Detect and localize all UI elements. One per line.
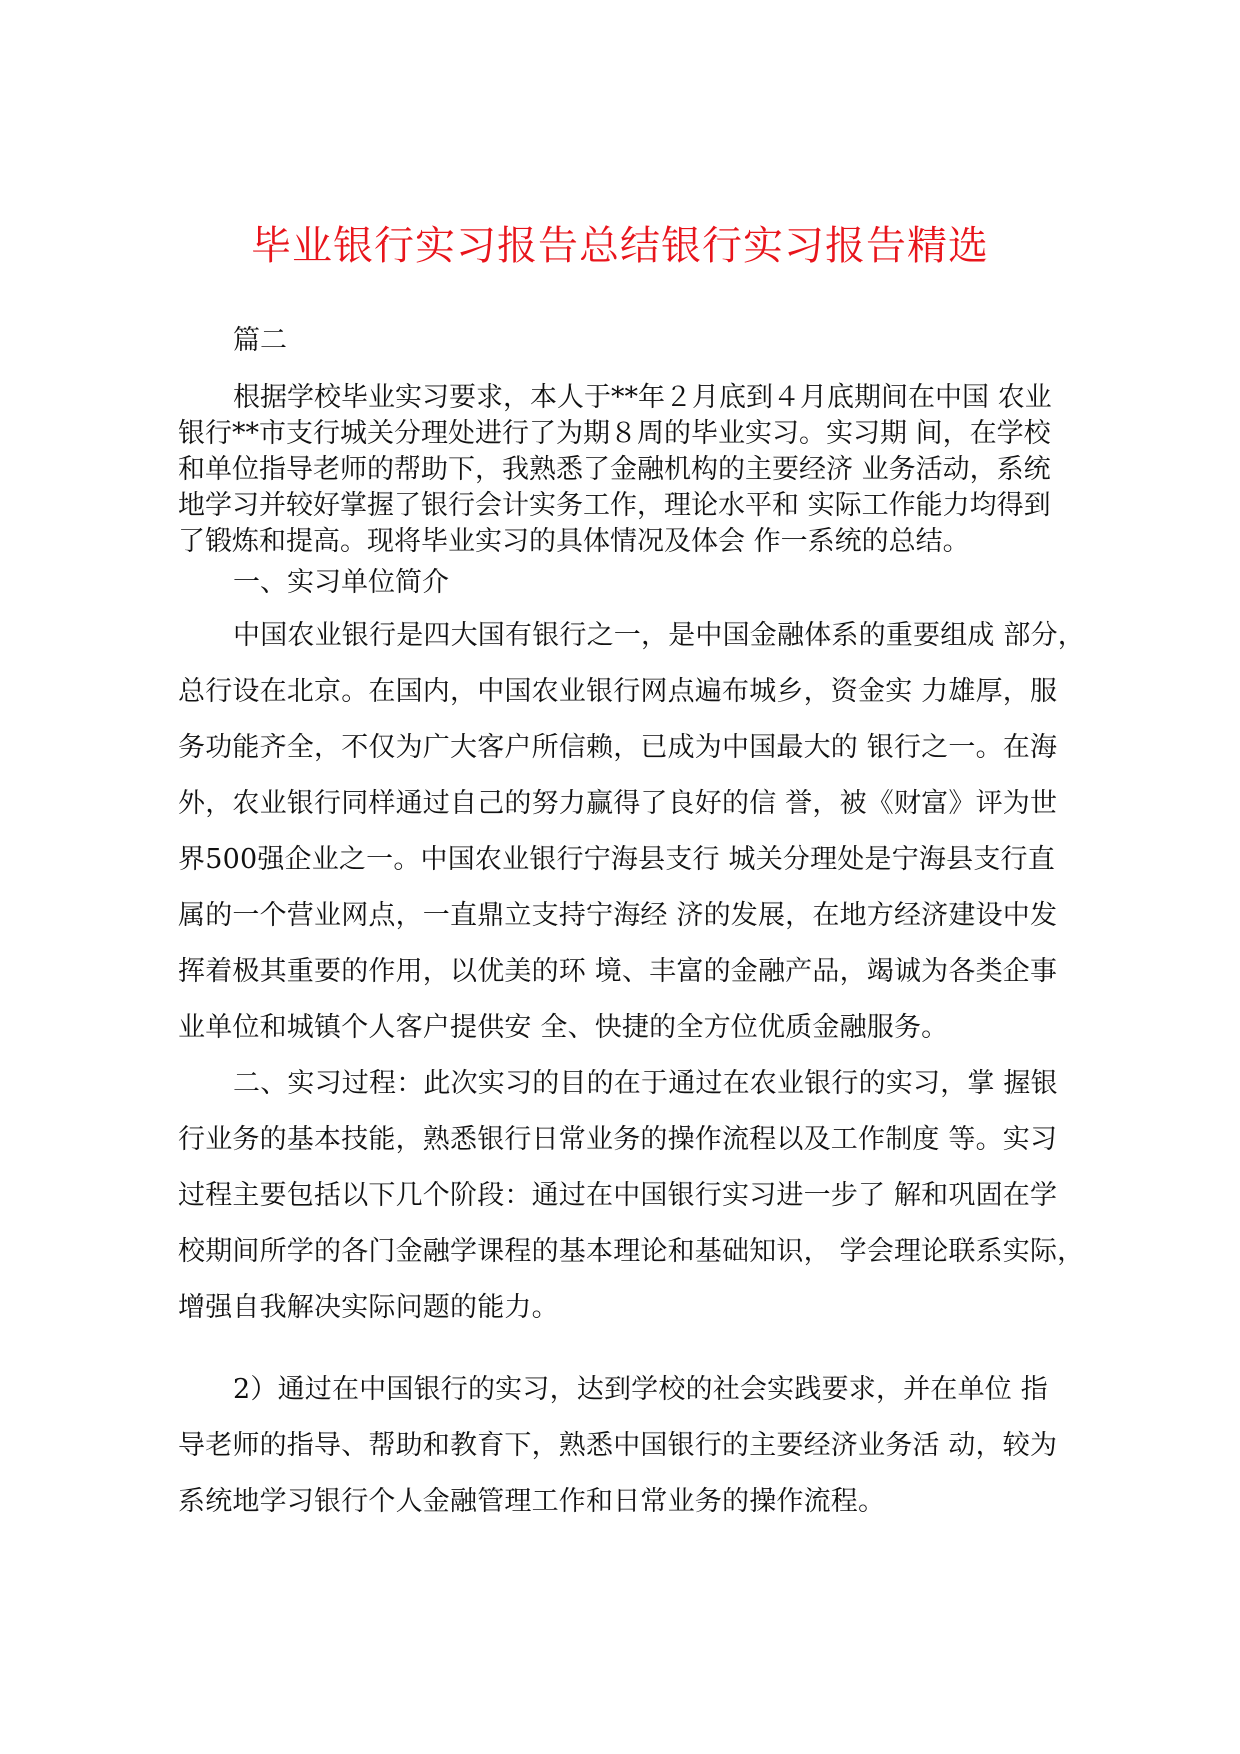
document-title: 毕业银行实习报告总结银行实习报告精选 <box>251 223 989 269</box>
body-line: 总行设在北京。在国内，中国农业银行网点遍布城乡，资金实 力雄厚，服 <box>178 676 1058 707</box>
body-line: 界500强企业之一。中国农业银行宁海县支行 城关分理处是宁海县支行直 <box>178 844 1055 875</box>
intro-line: 和单位指导老师的帮助下，我熟悉了金融机构的主要经济 业务活动，系统 <box>178 454 1051 485</box>
intro-line: 根据学校毕业实习要求，本人于**年２月底到４月底期间在中国 农业 <box>233 382 1052 413</box>
section-label: 篇二 <box>233 325 287 356</box>
body-line: 校期间所学的各门金融学课程的基本理论和基础知识， 学会理论联系实际， <box>178 1236 1085 1267</box>
body-line: 外，农业银行同样通过自己的努力赢得了良好的信 誉，被《财富》评为世 <box>178 788 1058 819</box>
body-line: 增强自我解决实际问题的能力。 <box>178 1292 559 1323</box>
body-line: 业单位和城镇个人客户提供安 全、快捷的全方位优质金融服务。 <box>178 1012 949 1043</box>
body-line: 系统地学习银行个人金融管理工作和日常业务的操作流程。 <box>178 1486 886 1517</box>
body-line: 2）通过在中国银行的实习，达到学校的社会实践要求，并在单位 指 <box>233 1374 1048 1405</box>
body-line: 务功能齐全，不仅为广大客户所信赖，已成为中国最大的 银行之一。在海 <box>178 732 1058 763</box>
body-line: 挥着极其重要的作用，以优美的环 境、丰富的金融产品，竭诚为各类企事 <box>178 956 1058 987</box>
body-line: 行业务的基本技能，熟悉银行日常业务的操作流程以及工作制度 等。实习 <box>178 1124 1058 1155</box>
body-line: 中国农业银行是四大国有银行之一，是中国金融体系的重要组成 部分， <box>233 620 1085 651</box>
intro-line: 地学习并较好掌握了银行会计实务工作，理论水平和 实际工作能力均得到 <box>178 490 1051 521</box>
body-line: 过程主要包括以下几个阶段：通过在中国银行实习进一步了 解和巩固在学 <box>178 1180 1058 1211</box>
body-line: 属的一个营业网点，一直鼎立支持宁海经 济的发展，在地方经济建设中发 <box>178 900 1058 931</box>
body-line: 导老师的指导、帮助和教育下，熟悉中国银行的主要经济业务活 动，较为 <box>178 1430 1058 1461</box>
intro-line: 银行**市支行城关分理处进行了为期８周的毕业实习。实习期 间，在学校 <box>178 418 1051 449</box>
section-heading: 一、实习单位简介 <box>233 567 449 598</box>
intro-line: 了锻炼和提高。现将毕业实习的具体情况及体会 作一系统的总结。 <box>178 526 970 557</box>
body-line: 二、实习过程：此次实习的目的在于通过在农业银行的实习，掌 握银 <box>233 1068 1058 1099</box>
